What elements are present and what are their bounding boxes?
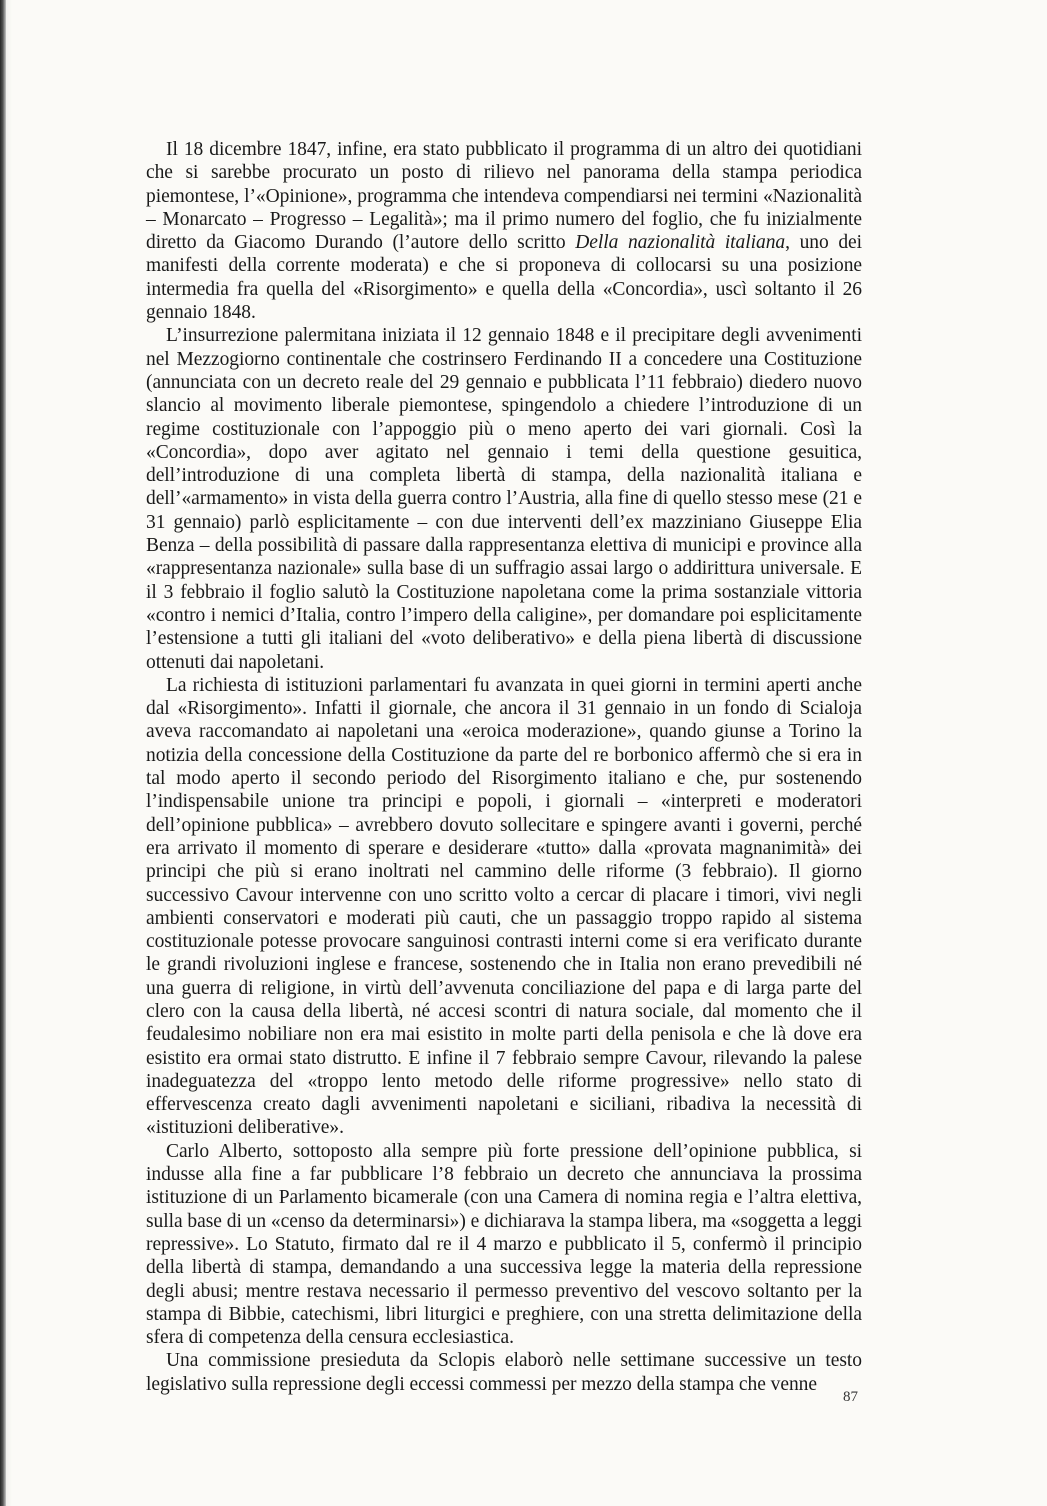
text-segment: , uno dei manifesti della corrente moderata) e che si proponeva di collocarsi su una posizione intermedia fra quella del «Risorgimento» e quella della «Concordia», uscì soltanto il 26 gennaio 1848. (146, 232, 862, 324)
body-text (146, 138, 862, 1396)
text-segment: Una commissione presieduta da Sclopis elaborò nelle settimane successive un testo legislativo sulla repressione degli eccessi commessi per mezzo della stampa che venne (146, 1350, 862, 1395)
italic-title: Della nazionalità italiana (575, 232, 786, 254)
paragraph-1 (146, 138, 862, 324)
paragraph-3 (146, 674, 862, 1140)
text-segment: L’insurrezione palermitana iniziata il 12 gennaio 1848 e il precipitare degli avvenimenti nel Mezzogiorno continentale che costrinsero Ferdinando II a concedere una Costituzione (annunciata con un decreto reale del 29 gennaio e pubblicata l’11 febbraio) diedero nuovo slancio al movimento liberale piemontese, spingendolo a chiedere l’introduzione di un regime costituzionale con l’appoggio più o meno aperto dei vari giornali. Così la «Concordia», dopo aver agitato nel gennaio i temi della questione gesuitica, dell’introduzione di una completa libertà di stampa, della nazionalità italiana e dell’«armamento» in vista della guerra contro l’Austria, alla fine di quello stesso mese (21 e 31 gennaio) parlò esplicitamente – con due interventi dell’ex mazziniano Giuseppe Elia Benza – della possibilità di passare dalla rappresentanza elettiva di municipi e province alla «rappresentanza nazionale» sulla base di un suffragio assai largo o addirittura universale. E il 3 febbraio il foglio salutò la Costituzione napoletana come la prima sostanziale vittoria «contro i nemici d’Italia, contro l’impero della caligine», per domandare poi esplicitamente l’estensione a tutti gli italiani del «voto deliberativo» e della piena libertà di discussione ottenuti dai napoletani. (146, 325, 862, 673)
scan-shadow (0, 0, 12, 1506)
paragraph-4 (146, 1140, 862, 1350)
text-segment: La richiesta di istituzioni parlamentari fu avanzata in quei giorni in termini aperti anche dal «Risorgimento». Infatti il giornale, che ancora il 31 gennaio in un fondo di Scialoja aveva raccomandato ai napoletani una «eroica moderazione», quando giunse a Torino la notizia della concessione della Costituzione da parte del re borbonico affermò che si era in tal modo aperto il secondo periodo del Risorgimento italiano e che, pur sostenendo l’indispensabile unione tra principi e popoli, i giornali – «interpreti e moderatori dell’opinione pubblica» – avrebbero dovuto sollecitare e spingere avanti i governi, perché era arrivato il momento di sperare e desiderare «tutto» dalla «provata magnanimità» dei principi che più si erano inoltrati nel cammino delle riforme (3 febbraio). Il giorno successivo Cavour intervenne con uno scritto volto a cercar di placare i timori, vivi negli ambienti conservatori e moderati più cauti, che un passaggio troppo rapido al sistema costituzionale potesse provocare sanguinosi contrasti interni come si era verificato durante le grandi rivoluzioni inglese e francese, sostenendo che in Italia non erano prevedibili né una guerra di religione, in virtù dell’avvenuta conciliazione del papa e di larga parte del clero con la causa della libertà, né accesi scontri di natura sociale, dal momento che il feudalesimo nobiliare non era mai esistito in molte parti della penisola e che là dove era esistito era ormai stato distrutto. E infine il 7 febbraio sempre Cavour, rilevando la palese inadeguatezza del «troppo lento metodo delle riforme progressive» nello stato di effervescenza creato dagli avvenimenti napoletani e siciliani, ribadiva la necessità di «istituzioni deliberative». (146, 674, 862, 1139)
text-segment: Il 18 dicembre 1847, infine, era stato pubblicato il programma di un altro dei quotidiani che si sarebbe procurato un posto di rilievo nel panorama della stampa periodica piemontese, l’«Opinione», programma che intendeva compendiarsi nei termini «Nazionalità – Monarcato – Progresso – Legalità»; ma il primo numero del foglio, che fu inizialmente diretto da Giacomo Durando (l’autore dello scritto (146, 139, 862, 254)
text-segment: Carlo Alberto, sottoposto alla sempre più forte pressione dell’opinione pubblica, si indusse alla fine a far pubblicare l’8 febbraio un decreto che annunciava la prossima istituzione di un Parlamento bicamerale (con una Camera di nomina regia e l’altra elettiva, sulla base di un «censo da determinarsi») e dichiarava la stampa libera, ma «soggetta a leggi repressive». Lo Statuto, firmato dal re il 4 marzo e pubblicato il 5, confermò il principio della libertà di stampa, demandando a una successiva legge la materia della repressione degli abusi; mentre restava necessario il permesso preventivo del vescovo soltanto per la stampa di Bibbie, catechismi, libri liturgici e preghiere, con una stretta delimitazione della sfera di competenza della censura ecclesiastica. (146, 1140, 862, 1349)
page-number: 87 (843, 1389, 858, 1405)
paragraph-5 (146, 1349, 862, 1396)
paragraph-2 (146, 324, 862, 673)
